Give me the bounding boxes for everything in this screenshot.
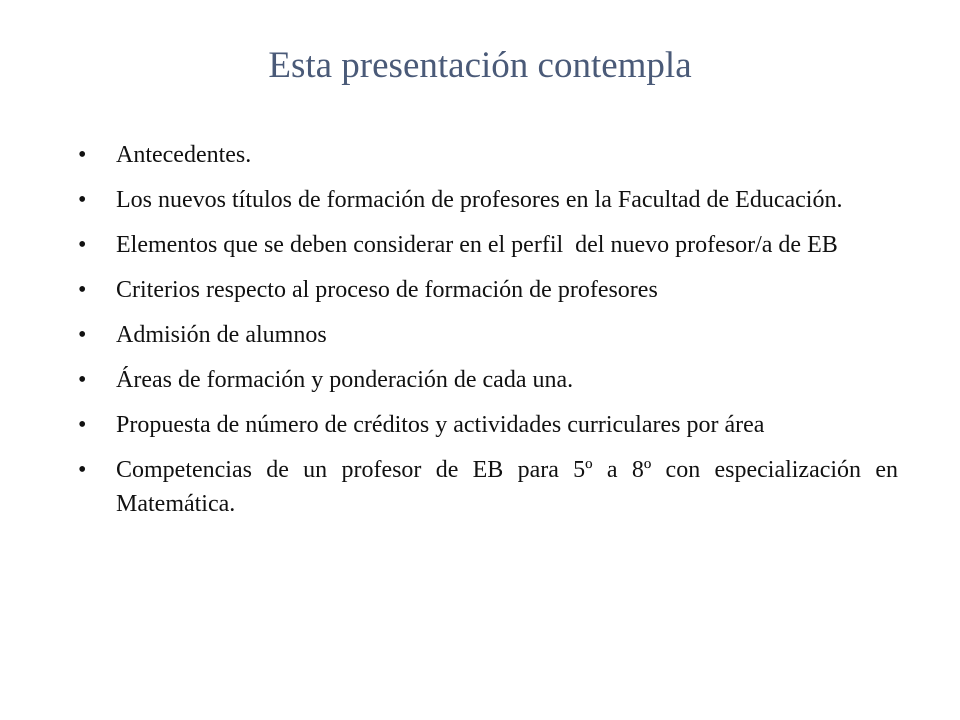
bullet-text: Propuesta de número de créditos y actividades curriculares por área: [116, 412, 765, 438]
list-item: [78, 363, 898, 397]
list-item: [78, 273, 898, 307]
bullet-text: Competencias de un profesor de EB para 5º a 8º con especialización en Matemática.: [116, 457, 898, 517]
bullet-icon: •: [78, 232, 87, 258]
list-item: [78, 183, 898, 217]
bullet-icon: •: [78, 367, 87, 393]
bullet-icon: •: [78, 412, 87, 438]
bullet-icon: •: [78, 142, 87, 168]
list-item: [78, 453, 898, 521]
bullet-icon: •: [78, 322, 87, 348]
bullet-text: Antecedentes.: [116, 142, 252, 168]
bullet-text: Los nuevos títulos de formación de profesores en la Facultad de Educación.: [116, 187, 843, 213]
bullet-list: [78, 138, 898, 532]
bullet-text: Elementos que se deben considerar en el perfil del nuevo profesor/a de EB: [116, 232, 838, 258]
bullet-text: Áreas de formación y ponderación de cada una.: [116, 367, 574, 393]
bullet-icon: •: [78, 457, 87, 483]
list-item: [78, 228, 898, 262]
list-item: [78, 408, 898, 442]
bullet-icon: •: [78, 277, 87, 303]
bullet-text: Admisión de alumnos: [116, 322, 327, 348]
slide-title: Esta presentación contempla: [268, 45, 692, 86]
bullet-text: Criterios respecto al proceso de formación de profesores: [116, 277, 658, 303]
list-item: [78, 318, 898, 352]
list-item: [78, 138, 898, 172]
bullet-icon: •: [78, 187, 87, 213]
